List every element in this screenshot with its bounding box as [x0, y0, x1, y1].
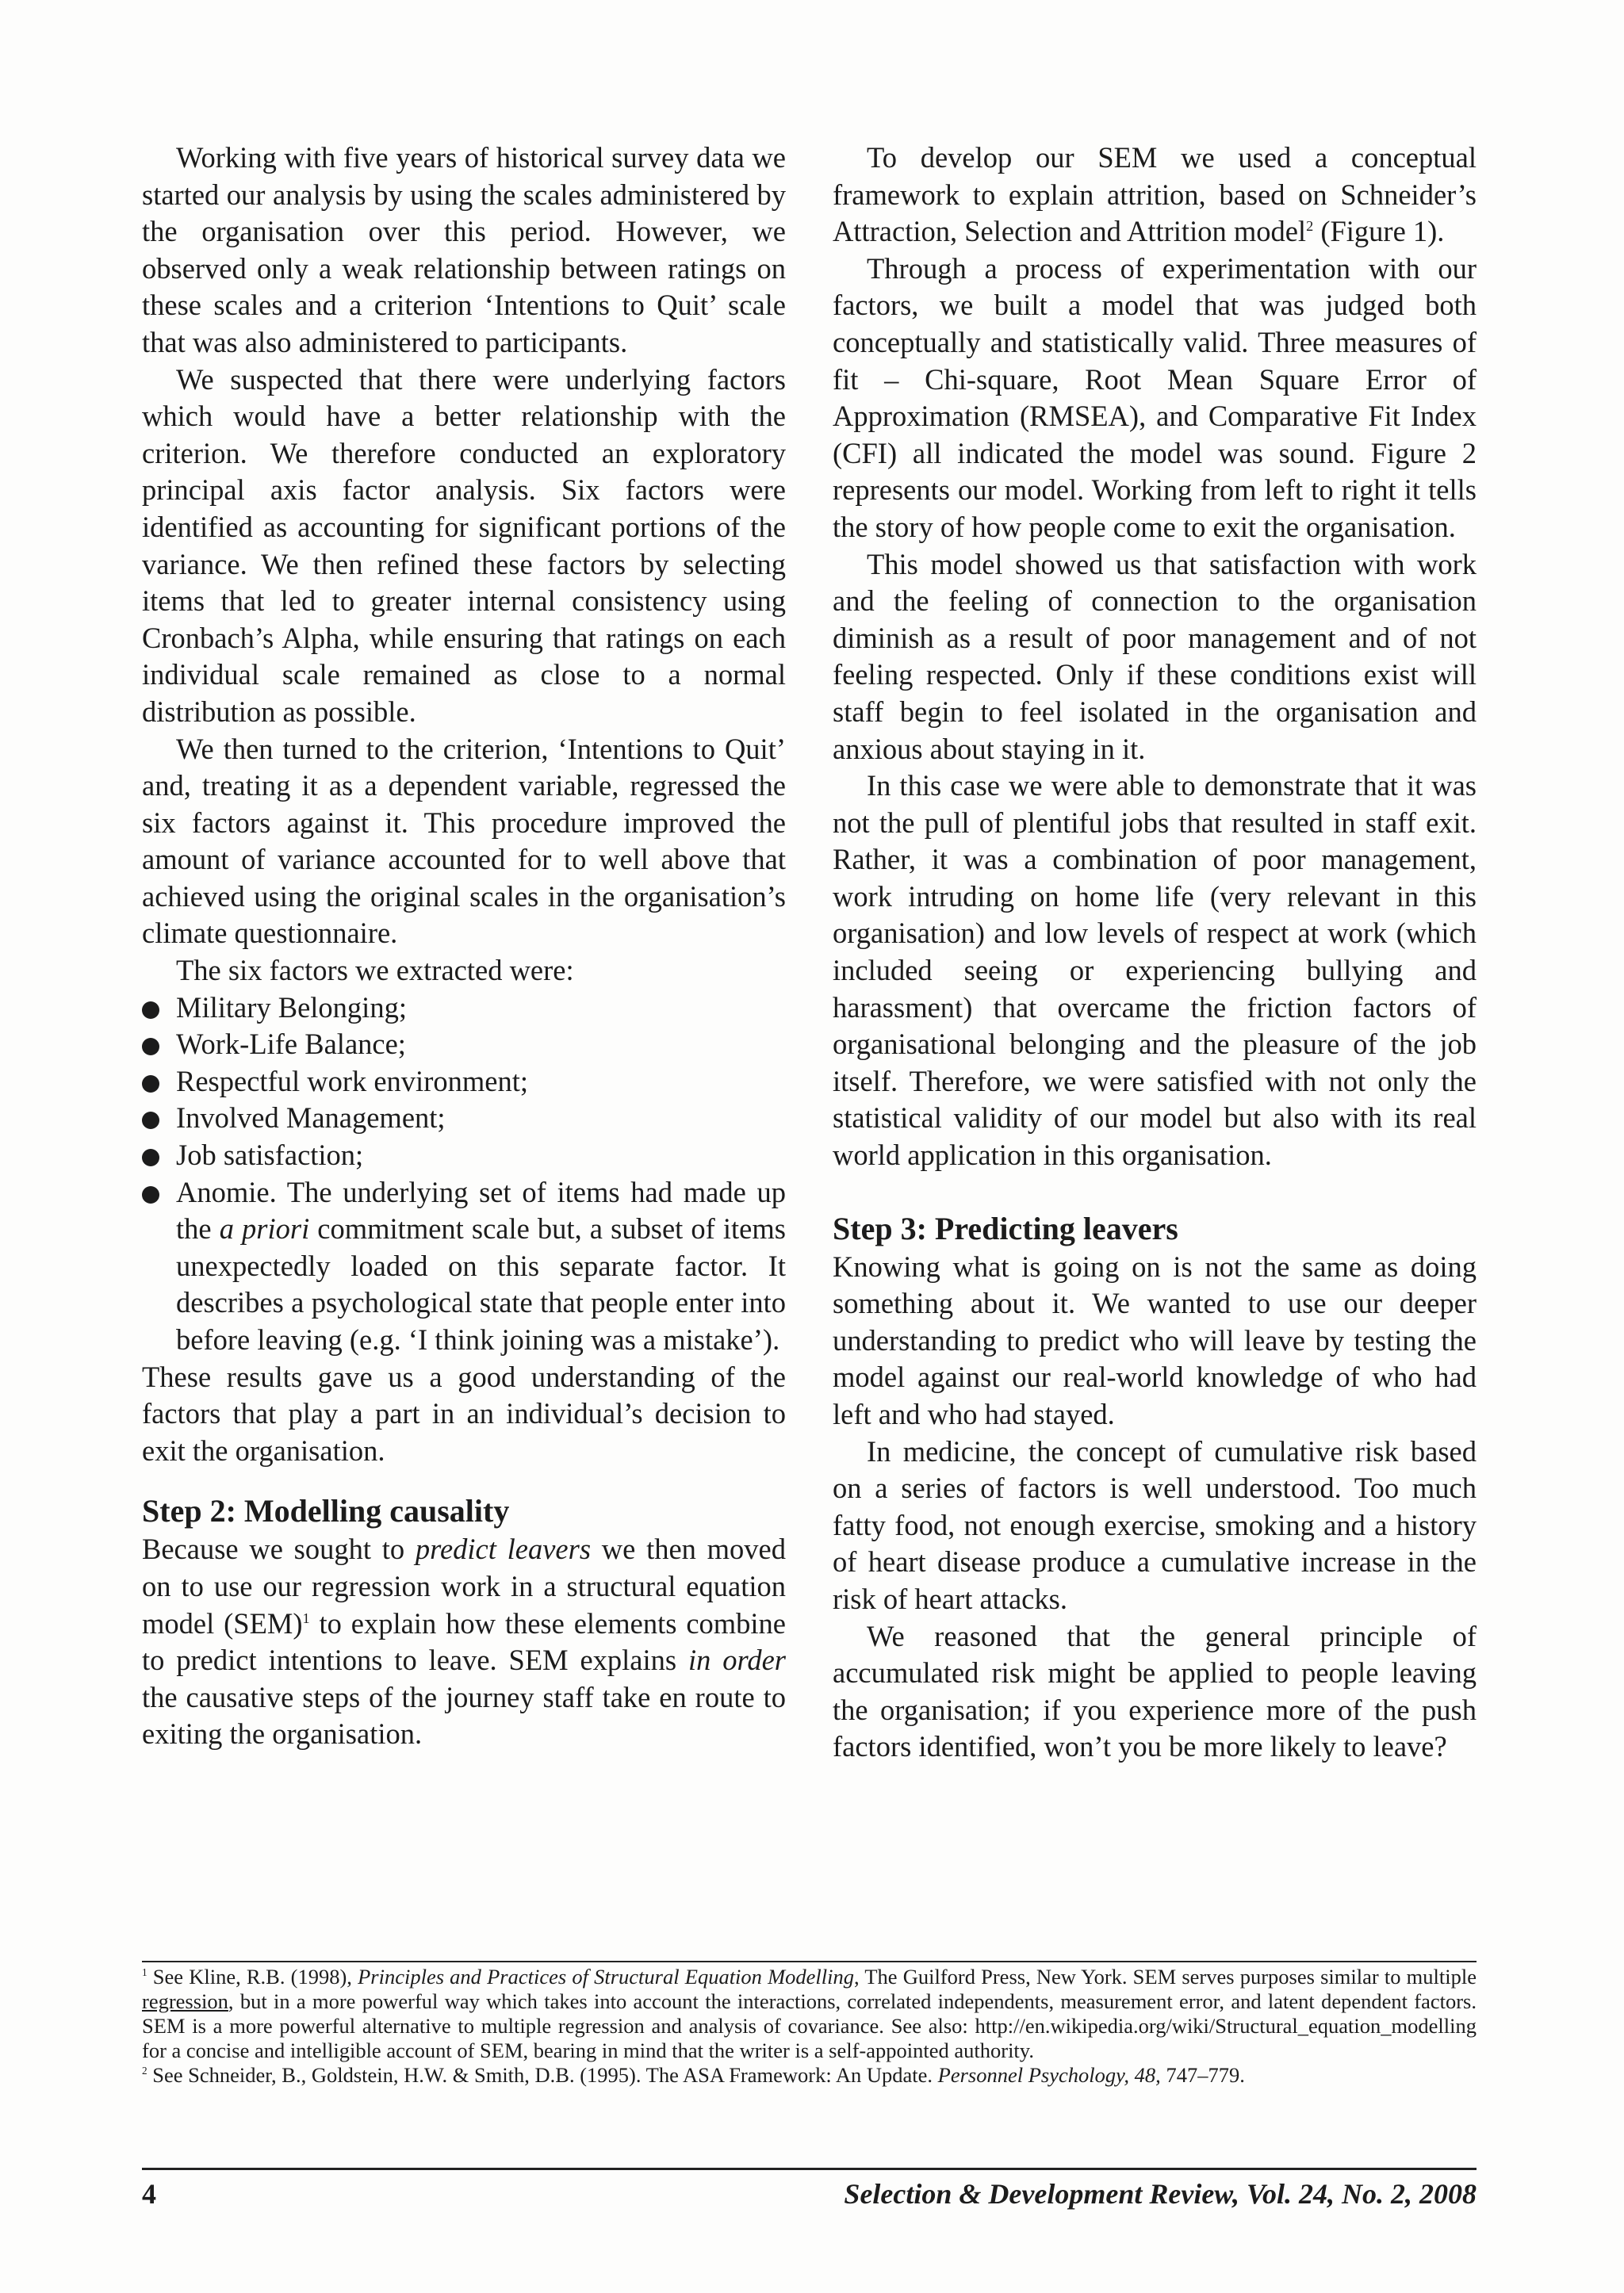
section-heading: Step 3: Predicting leavers — [833, 1210, 1178, 1246]
list-item: Work-Life Balance; — [142, 1026, 786, 1063]
footnote-1: $^1$ See Kline, R.B. (1998), Principles and Practices of Structural Equation Modelling, The Guilford Press, New York. SEM serves purposes similar to multiple regression, but in a more powerful way which takes into account the interactions, correlated independents, measurement error, and latent dependent factors. SEM is a more powerful alternative to multiple regression and analysis of covariance. See also: http://en.wikipedia.org/wiki/Structural_equation_modelling for a concise and intelligible account of SEM, bearing in mind that the writer is a self-appointed authority. — [142, 1965, 1477, 2062]
body-paragraph: In this case we were able to demonstrate that it was not the pull of plentiful jobs that resulted in staff exit. Rather, it was a combination of poor management, work intruding on home life (very relevant in this organisation) and low levels of respect at work (which included seeing or experiencing bullying and harassment) that overcame the friction factors of organisational belonging and the pleasure of the job itself. Therefore, we were satisfied with not only the statistical validity of our model but also with its real world application in this organisation. — [833, 769, 1477, 1172]
body-paragraph: We then turned to the criterion, ‘Intentions to Quit’ and, treating it as a dependent variable, regressed the six factors against it. This procedure improved the amount of variance accounted for to well above that achieved using the original scales in the organisation’s climate questionnaire. — [142, 732, 786, 950]
body-paragraph: In medicine, the concept of cumulative risk based on a series of factors is well understood. Too much fatty food, not enough exercise, smoking and a history of heart disease produce a cumulative increase in the risk of heart attacks. — [833, 1434, 1477, 1615]
body-paragraph: The six factors we extracted were: — [176, 954, 574, 987]
body-paragraph: Through a process of experimentation with our factors, we built a model that was judged both conceptually and statistically valid. Three measures of fit – Chi-square, Root Mean Square Error of Approximation (RMSEA), and Comparative Fit Index (CFI) all indicated the model was sound. Figure 2 represents our model. Working from left to right it tells the story of how people come to exit the organisation. — [833, 251, 1477, 543]
page-footer — [142, 2177, 1477, 2217]
body-paragraph: We suspected that there were underlying factors which would have a better relationship with the criterion. We therefore conducted an exploratory principal axis factor analysis. Six factors were identified as accounting for significant portions of the variance. We then refined these factors by selecting items that led to greater internal consistency using Cronbach’s Alpha, while ensuring that ratings on each individual scale remained as close to a normal distribution as possible. — [142, 362, 786, 728]
footer-divider — [142, 2168, 1477, 2170]
list-item: Involved Management; — [142, 1100, 786, 1137]
list-item: Military Belonging; — [142, 990, 786, 1027]
body-paragraph: Knowing what is going on is not the same as doing something about it. We wanted to use our deeper understanding to predict who will leave by testing the model against our real-world knowledge of who had left and who had stayed. — [833, 1250, 1477, 1430]
list-item: Respectful work environment; — [142, 1063, 786, 1101]
footnote-divider — [142, 1961, 1477, 1962]
journal-title: Selection & Development Review, Vol. 24, No. 2, 2008 — [844, 2178, 1477, 2210]
footnote-2: $^2$ See Schneider, B., Goldstein, H.W. & Smith, D.B. (1995). The ASA Framework: An Update. Personnel Psychology, 48, 747–779. — [142, 2063, 1245, 2087]
body-paragraph: To develop our SEM we used a conceptual framework to explain attrition, based on Schneider’s Attraction, Selection and Attrition model$^2$ (Figure 1). — [833, 141, 1477, 248]
section-heading: Step 2: Modelling causality — [142, 1493, 510, 1529]
footnote-ref[interactable]: 2 — [1306, 218, 1314, 235]
page-number: 4 — [142, 2178, 156, 2210]
footnote-ref[interactable]: 1 — [302, 1610, 310, 1626]
list-item: Job satisfaction; — [142, 1137, 786, 1174]
body-paragraph: We reasoned that the general principle of accumulated risk might be applied to people leaving the organisation; if you experience more of the push factors identified, won’t you be more likely to leave? — [833, 1619, 1477, 1763]
body-paragraph: Working with five years of historical survey data we started our analysis by using the scales administered by the organisation over this period. However, we observed only a weak relationship between ratings on these scales and a criterion ‘Intentions to Quit’ scale that was also administered to participants. — [142, 141, 786, 358]
regression-link[interactable]: regression — [142, 1989, 228, 2013]
right-column — [833, 140, 1477, 1766]
body-paragraph: Because we sought to predict leavers we then moved on to use our regression work in a structural equation model (SEM)$^1$ to explain how these elements combine to predict intentions to leave. SEM explains in order the causative steps of the journey staff take en route to exiting the organisation. — [142, 1533, 787, 1751]
body-paragraph: These results gave us a good understanding of the factors that play a part in an individual’s decision to exit the organisation. — [142, 1360, 786, 1467]
body-paragraph: This model showed us that satisfaction with work and the feeling of connection to the organisation diminish as a result of poor management and of not feeling respected. Only if these conditions exist will staff begin to feel isolated in the organisation and anxious about staying in it. — [833, 547, 1477, 765]
list-item-anomie: Anomie. The underlying set of items had made up the a priori commitment scale but, a subset of items unexpectedly loaded on this separate factor. It describes a psychological state that people enter into before leaving (e.g. ‘I think joining was a mistake’). — [142, 1174, 786, 1359]
footnotes — [142, 1965, 1477, 2088]
left-column — [142, 140, 786, 1753]
factor-list — [142, 990, 786, 1359]
